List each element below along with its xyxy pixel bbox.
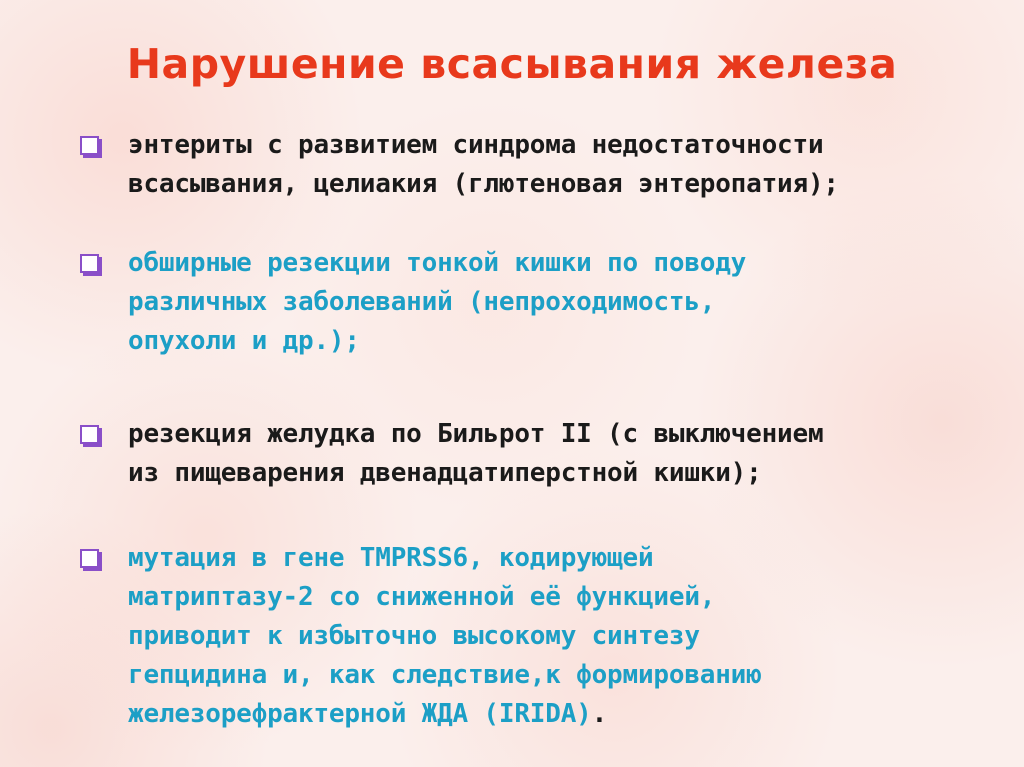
hollow-square-bullet-icon xyxy=(80,254,99,273)
bullet-item-tmprss6-mutation xyxy=(78,539,1008,734)
bullet-line-last xyxy=(128,695,1008,734)
bullet-line: обширные резекции тонкой кишки по поводу xyxy=(128,248,747,278)
bullet-line: различных заболеваний (непроходимость, xyxy=(128,287,716,317)
hollow-square-bullet-icon xyxy=(80,136,99,155)
bullet-line: резекция желудка по Бильрот II (с выключением xyxy=(128,419,824,449)
bullet-item-enteritis xyxy=(78,126,1008,204)
bullet-line: энтериты с развитием синдрома недостаточности xyxy=(128,130,824,160)
hollow-square-bullet-icon xyxy=(80,549,99,568)
bullet-line: мутация в гене TMPRSS6, кодирующей xyxy=(128,543,654,573)
bullet-line-text: железорефрактерной ЖДА (IRIDA) xyxy=(128,699,592,729)
bullet-line: опухоли и др.); xyxy=(128,326,360,356)
bullet-list xyxy=(78,126,1008,734)
bullet-item-resection-intestine xyxy=(78,244,1008,361)
hollow-square-bullet-icon xyxy=(80,425,99,444)
slide-title: Нарушение всасывания железа xyxy=(126,40,898,88)
bullet-line: приводит к избыточно высокому синтезу xyxy=(128,621,700,651)
bullet-line: всасывания, целиакия (глютеновая энтеропатия); xyxy=(128,169,839,199)
bullet-line: матриптазу-2 со сниженной её функцией, xyxy=(128,582,716,612)
bullet-trailing-period: . xyxy=(591,699,608,729)
bullet-line: гепцидина и, как следствие,к формированию xyxy=(128,660,762,690)
bullet-item-resection-stomach xyxy=(78,415,1008,493)
bullet-line: из пищеварения двенадцатиперстной кишки); xyxy=(128,458,762,488)
